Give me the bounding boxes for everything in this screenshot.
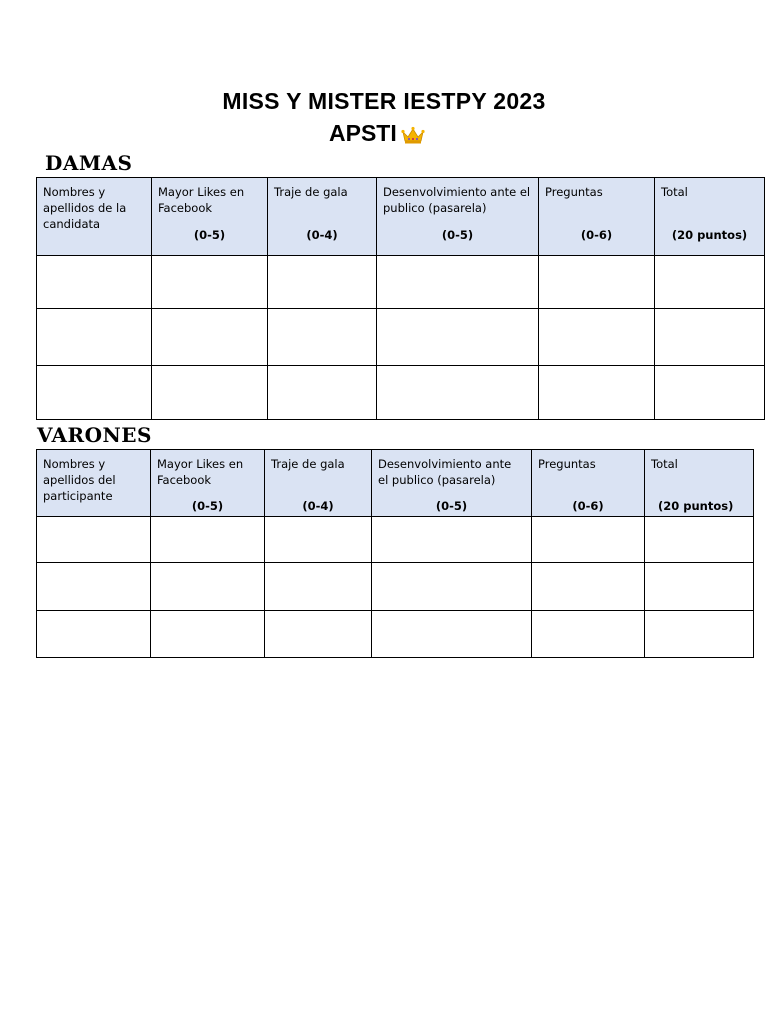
header-label: Traje de gala [274, 185, 348, 199]
score-cell[interactable] [265, 611, 372, 658]
score-cell[interactable] [37, 611, 151, 658]
score-cell[interactable] [532, 611, 645, 658]
section-label-varones: VARONES [37, 423, 152, 447]
score-cell[interactable] [151, 517, 265, 563]
score-cell[interactable] [265, 517, 372, 563]
header-range: (20 puntos) [671, 228, 748, 242]
header-label: Traje de gala [271, 457, 345, 471]
score-cell[interactable] [265, 563, 372, 611]
header-label: Total [651, 457, 678, 471]
score-cell[interactable] [539, 309, 655, 366]
score-cell[interactable] [37, 366, 152, 420]
crown-icon [401, 124, 425, 144]
score-cell[interactable] [539, 366, 655, 420]
damas-score-table [36, 177, 765, 420]
header-likes [151, 450, 265, 517]
score-cell[interactable] [539, 256, 655, 309]
score-cell[interactable] [268, 366, 377, 420]
score-cell[interactable] [372, 517, 532, 563]
table-row [37, 611, 754, 658]
score-cell[interactable] [377, 309, 539, 366]
table-row [37, 256, 765, 309]
score-cell[interactable] [37, 309, 152, 366]
score-cell[interactable] [151, 563, 265, 611]
header-desenvolvimiento [372, 450, 532, 517]
header-range: (0-6) [580, 228, 613, 242]
score-cell[interactable] [152, 256, 268, 309]
table-row [37, 563, 754, 611]
header-range: (0-5) [435, 499, 468, 513]
header-traje [268, 178, 377, 256]
score-cell[interactable] [268, 309, 377, 366]
header-range: (0-5) [193, 228, 226, 242]
header-label: Nombres y apellidos del participante [43, 457, 116, 503]
table-row [37, 309, 765, 366]
header-nombres [37, 450, 151, 517]
header-label: Total [661, 185, 688, 199]
varones-score-table [36, 449, 754, 658]
section-label-damas: DAMAS [45, 151, 133, 175]
header-label: Mayor Likes en Facebook [158, 185, 245, 215]
header-likes [152, 178, 268, 256]
score-cell[interactable] [655, 366, 765, 420]
page-title: MISS Y MISTER IESTPY 2023 [222, 88, 546, 114]
score-cell[interactable] [532, 563, 645, 611]
header-preguntas [539, 178, 655, 256]
table-row [37, 366, 765, 420]
header-label: Nombres y apellidos de la candidata [43, 185, 127, 231]
subtitle-text: APSTI [329, 120, 397, 146]
score-cell[interactable] [37, 256, 152, 309]
header-preguntas [532, 450, 645, 517]
header-total [655, 178, 765, 256]
score-cell[interactable] [152, 366, 268, 420]
header-range: (0-5) [191, 499, 224, 513]
score-cell[interactable] [151, 611, 265, 658]
score-cell[interactable] [645, 517, 754, 563]
score-cell[interactable] [532, 517, 645, 563]
score-cell[interactable] [645, 563, 754, 611]
header-range: (0-6) [572, 499, 604, 513]
header-desenvolvimiento [377, 178, 539, 256]
score-cell[interactable] [37, 517, 151, 563]
header-total [645, 450, 754, 517]
header-range: (0-4) [306, 228, 338, 242]
header-label: Preguntas [538, 457, 596, 471]
header-range: (20 puntos) [658, 499, 734, 513]
score-cell[interactable] [268, 256, 377, 309]
table-row [37, 517, 754, 563]
header-traje [265, 450, 372, 517]
header-range: (0-5) [441, 228, 474, 242]
score-cell[interactable] [372, 563, 532, 611]
header-label: Desenvolvimiento ante el publico (pasarela) [378, 457, 512, 487]
table-header-row [37, 450, 754, 517]
score-cell[interactable] [152, 309, 268, 366]
header-label: Desenvolvimiento ante el publico (pasarela) [383, 185, 531, 215]
score-cell[interactable] [372, 611, 532, 658]
score-cell[interactable] [37, 563, 151, 611]
header-nombres [37, 178, 152, 256]
score-cell[interactable] [655, 256, 765, 309]
header-label: Preguntas [545, 185, 603, 199]
score-cell[interactable] [377, 366, 539, 420]
page-subtitle [329, 120, 425, 147]
table-header-row [37, 178, 765, 256]
score-cell[interactable] [377, 256, 539, 309]
score-cell[interactable] [645, 611, 754, 658]
header-label: Mayor Likes en Facebook [157, 457, 244, 487]
header-range: (0-4) [302, 499, 334, 513]
score-cell[interactable] [655, 309, 765, 366]
